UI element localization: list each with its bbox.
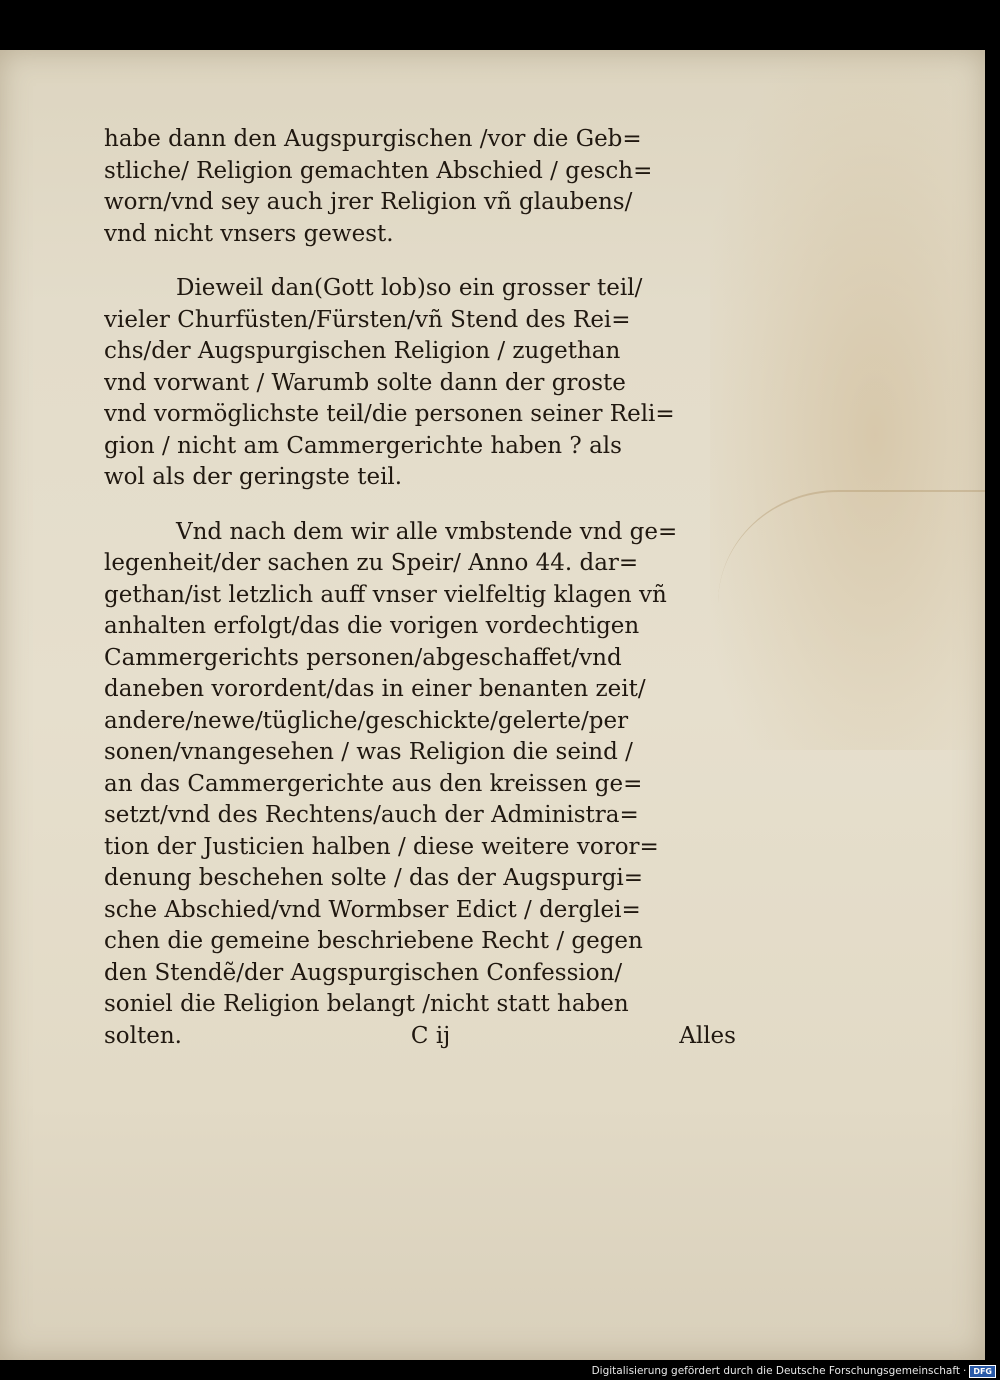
text-line: denung beschehen solte / das der Augspurgi= xyxy=(104,865,644,891)
text-line: an das Cammergerichte aus den kreissen ge= xyxy=(104,770,643,797)
text-line: den Stendẽ/der Augspurgischen Confession/ xyxy=(104,959,623,986)
text-line: vnd vorwant / Warumb solte dann der groste xyxy=(104,369,626,396)
paragraph-gap xyxy=(104,494,744,517)
last-line xyxy=(104,1021,736,1053)
dfg-logo: DFG xyxy=(969,1365,996,1378)
text-line: stliche/ Religion gemachten Abschied / gesch= xyxy=(104,157,653,184)
text-line: gethan/ist letzlich auff vnser vielfeltig klagen vñ xyxy=(104,581,667,608)
text-line: daneben vorordent/das in einer benanten zeit/ xyxy=(104,676,646,702)
final-word: solten. xyxy=(104,1022,182,1049)
signature-mark: C ij xyxy=(410,1022,451,1049)
text-line: setzt/vnd des Rechtens/auch der Administra= xyxy=(104,802,639,828)
credit-text: Digitalisierung gefördert durch die Deutsche Forschungsgemeinschaft xyxy=(591,1365,960,1377)
text-line: legenheit/der sachen zu Speir/ Anno 44. dar= xyxy=(104,550,639,576)
page-text xyxy=(104,124,744,1052)
text-line: anhalten erfolgt/das die vorigen vordechtigen xyxy=(104,613,640,639)
separator-dot: · xyxy=(962,1365,967,1377)
text-line: gion / nicht am Cammergerichte haben ? als xyxy=(104,432,622,459)
digitization-credit xyxy=(592,1364,996,1378)
text-line: Cammergerichts personen/abgeschaffet/vnd xyxy=(104,644,622,671)
text-line: vieler Churfüsten/Fürsten/vñ Stend des Rei= xyxy=(104,306,631,333)
paragraph-gap xyxy=(104,250,744,273)
text-line: sonen/vnangesehen / was Religion die seind / xyxy=(104,739,633,765)
book-page xyxy=(0,50,985,1360)
text-line: soniel die Religion belangt /nicht statt haben xyxy=(104,991,629,1017)
text-line: chen die gemeine beschriebene Recht / gegen xyxy=(104,928,643,954)
text-line: Dieweil dan(Gott lob)so ein grosser teil/ xyxy=(176,275,643,301)
text-line: sche Abschied/vnd Wormbser Edict / derglei= xyxy=(104,896,641,923)
text-line: vnd nicht vnsers gewest. xyxy=(104,220,394,247)
catchword: Alles xyxy=(679,1022,736,1049)
text-line: worn/vnd sey auch jrer Religion vñ glaubens/ xyxy=(104,189,633,215)
text-line: wol als der geringste teil. xyxy=(104,464,403,490)
text-line: chs/der Augspurgischen Religion / zugethan xyxy=(104,338,621,364)
text-line: tion der Justicien halben / diese weitere voror= xyxy=(104,833,659,860)
text-line: vnd vormöglichste teil/die personen seiner Reli= xyxy=(104,401,675,427)
text-line: Vnd nach dem wir alle vmbstende vnd ge= xyxy=(176,518,678,545)
water-stain-edge xyxy=(718,490,985,742)
text-line: andere/newe/tügliche/geschickte/gelerte/per xyxy=(104,707,629,734)
text-line: habe dann den Augspurgischen /vor die Geb= xyxy=(104,126,642,152)
